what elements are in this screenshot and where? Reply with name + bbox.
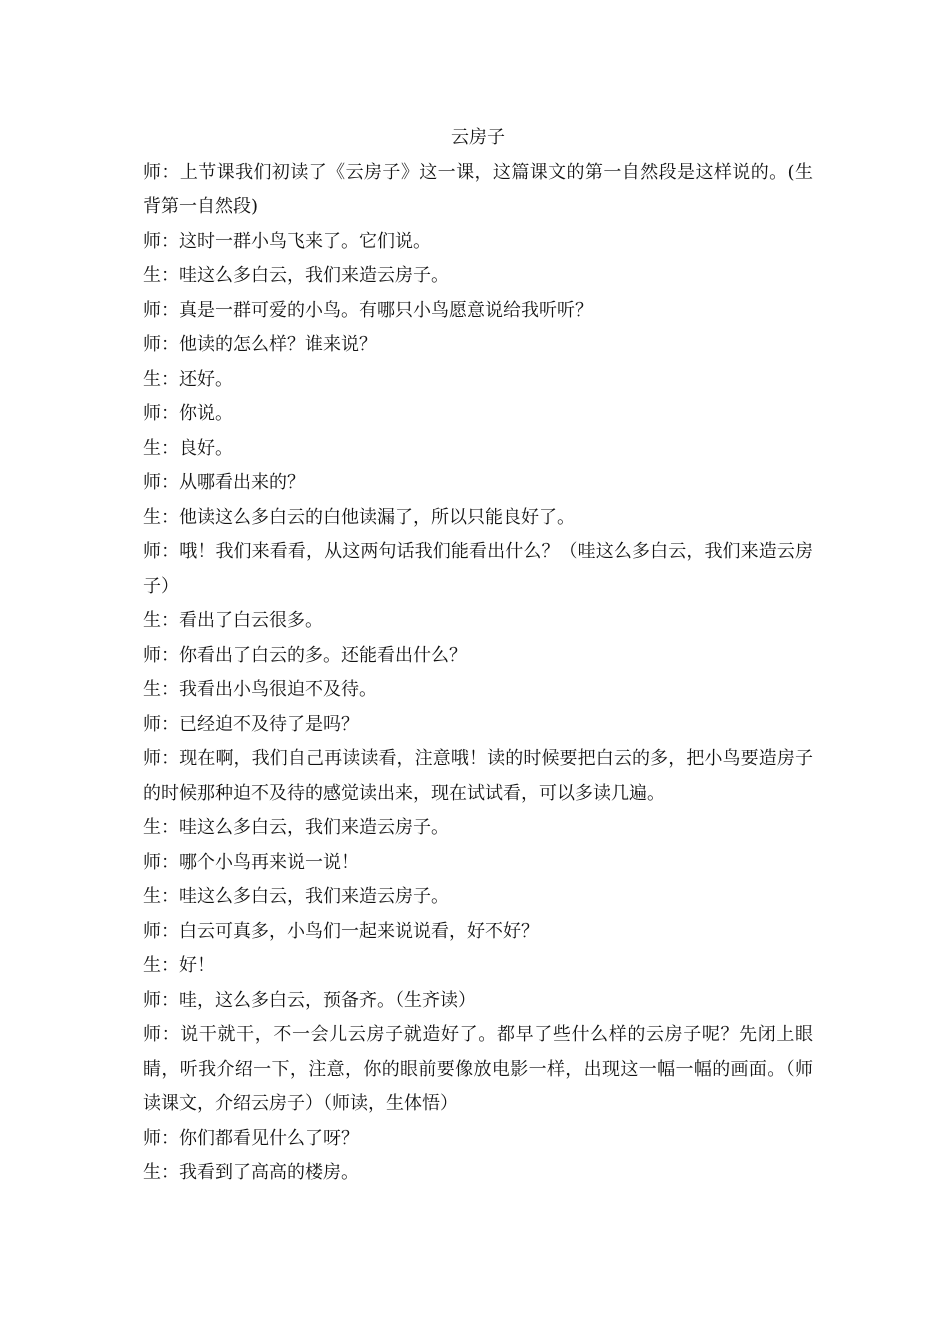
paragraph: 生：我看到了高高的楼房。	[143, 1162, 359, 1183]
paragraph: 生：看出了白云很多。	[143, 610, 323, 631]
paragraph: 师：白云可真多，小鸟们一起来说说看，好不好？	[143, 920, 539, 942]
paragraph: 生：哇这么多白云，我们来造云房子。	[143, 886, 449, 907]
paragraph: 师：他读的怎么样？谁来说？	[143, 334, 377, 355]
paragraph: 师：哦！我们来看看，从这两句话我们能看出什么？（哇这么多白云，我们来造云房子）	[143, 541, 813, 597]
paragraph: 师：哇，这么多白云，预备齐。（生齐读）	[143, 989, 476, 1011]
paragraph: 师：这时一群小鸟飞来了。它们说。	[143, 230, 431, 252]
dialogue	[143, 156, 813, 1191]
paragraph: 师：从哪看出来的？	[143, 472, 305, 493]
paragraph: 生：好！	[143, 955, 215, 976]
paragraph: 师：你看出了白云的多。还能看出什么？	[143, 644, 467, 666]
paragraph: 师：上节课我们初读了《云房子》这一课，这篇课文的第一自然段是这样说的。(生背第一自然段)	[143, 161, 813, 217]
paragraph: 生：哇这么多白云，我们来造云房子。	[143, 265, 449, 286]
paragraph: 生：还好。	[143, 368, 233, 390]
paragraph: 生：他读这么多白云的白他读漏了，所以只能良好了。	[143, 506, 575, 528]
paragraph: 师：哪个小鸟再来说一说！	[143, 851, 359, 873]
document-body	[143, 121, 813, 1191]
paragraph: 生：哇这么多白云，我们来造云房子。	[143, 817, 449, 838]
document-title: 云房子	[451, 127, 505, 148]
paragraph: 师：现在啊，我们自己再读读看，注意哦！读的时候要把白云的多，把小鸟要造房子的时候那种迫不及待的感觉读出来，现在试试看，可以多读几遍。	[143, 748, 813, 804]
paragraph: 生：我看出小鸟很迫不及待。	[143, 679, 377, 700]
paragraph: 生：良好。	[143, 437, 233, 459]
paragraph: 师：说干就干，不一会儿云房子就造好了。都早了些什么样的云房子呢？先闭上眼睛，听我介绍一下，注意，你的眼前要像放电影一样，出现这一幅一幅的画面。（师读课文，介绍云房子）（师读，生体悟）	[143, 1024, 813, 1114]
paragraph: 师：真是一群可爱的小鸟。有哪只小鸟愿意说给我听听？	[143, 299, 593, 321]
paragraph: 师：你说。	[143, 403, 233, 424]
paragraph: 师：已经迫不及待了是吗？	[143, 713, 359, 735]
paragraph: 师：你们都看见什么了呀？	[143, 1127, 359, 1149]
